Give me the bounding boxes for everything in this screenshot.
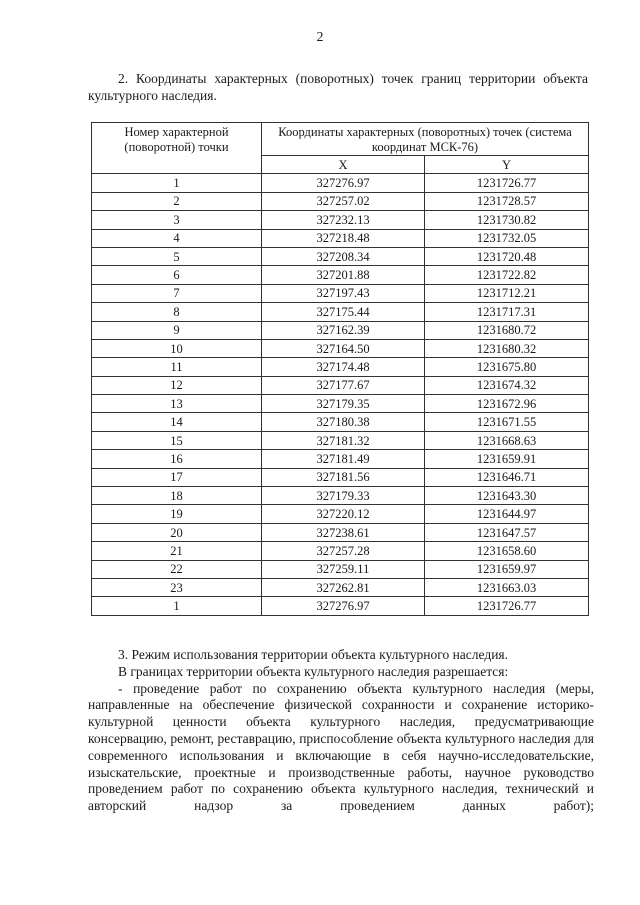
- header-coordinates: Координаты характерных (поворотных) точек (система координат МСК-76): [262, 123, 589, 156]
- cell-x: 327181.56: [262, 468, 425, 486]
- cell-point-number: 12: [92, 376, 262, 394]
- cell-x: 327180.38: [262, 413, 425, 431]
- table-row: [92, 339, 589, 357]
- cell-y: 1231680.32: [425, 339, 589, 357]
- cell-point-number: 23: [92, 578, 262, 596]
- table-row: [92, 560, 589, 578]
- cell-y: 1231720.48: [425, 247, 589, 265]
- table-body: [92, 174, 589, 615]
- cell-point-number: 2: [92, 192, 262, 210]
- cell-point-number: 1: [92, 597, 262, 615]
- header-point-number: Номер характерной (поворотной) точки: [92, 123, 262, 174]
- cell-point-number: 11: [92, 358, 262, 376]
- table-row: [92, 542, 589, 560]
- section-3: [88, 647, 594, 815]
- table-row: [92, 284, 589, 302]
- cell-x: 327181.49: [262, 450, 425, 468]
- cell-y: 1231717.31: [425, 303, 589, 321]
- cell-x: 327257.28: [262, 542, 425, 560]
- section-3-title: 3. Режим использования территории объекта культурного наследия.: [118, 647, 509, 662]
- table-row: [92, 450, 589, 468]
- table-row: [92, 247, 589, 265]
- table-row: [92, 413, 589, 431]
- cell-point-number: 3: [92, 211, 262, 229]
- cell-y: 1231726.77: [425, 174, 589, 192]
- cell-x: 327218.48: [262, 229, 425, 247]
- cell-point-number: 15: [92, 431, 262, 449]
- cell-point-number: 16: [92, 450, 262, 468]
- cell-point-number: 14: [92, 413, 262, 431]
- table-header: [92, 123, 589, 174]
- cell-point-number: 22: [92, 560, 262, 578]
- table-row: [92, 321, 589, 339]
- cell-x: 327232.13: [262, 211, 425, 229]
- header-y: Y: [425, 156, 589, 174]
- cell-point-number: 13: [92, 395, 262, 413]
- cell-point-number: 20: [92, 523, 262, 541]
- cell-point-number: 18: [92, 487, 262, 505]
- section-2-title: 2. Координаты характерных (поворотных) точек границ территории объекта культурного наследия.: [88, 71, 588, 103]
- cell-point-number: 9: [92, 321, 262, 339]
- cell-x: 327257.02: [262, 192, 425, 210]
- table-row: [92, 487, 589, 505]
- table-row: [92, 192, 589, 210]
- table-row: [92, 597, 589, 615]
- cell-y: 1231726.77: [425, 597, 589, 615]
- table-row: [92, 174, 589, 192]
- cell-x: 327276.97: [262, 174, 425, 192]
- cell-x: 327197.43: [262, 284, 425, 302]
- cell-y: 1231646.71: [425, 468, 589, 486]
- cell-y: 1231722.82: [425, 266, 589, 284]
- cell-x: 327174.48: [262, 358, 425, 376]
- table-row: [92, 376, 589, 394]
- header-x: X: [262, 156, 425, 174]
- cell-y: 1231732.05: [425, 229, 589, 247]
- cell-x: 327175.44: [262, 303, 425, 321]
- section-3-item-1: - проведение работ по сохранению объекта культурного наследия (меры, направленные на обеспечение физической сохранности и сохранение историко-культурной ценности объекта культурного наследия, предусматривающие консервацию, ремонт, реставрацию, приспособление объекта культурного наследия для современного использования и включающие в себя научно-исследовательские, изыскательские, проектные и производственные работы, научное руководство проведением работ по сохранению объекта культурного наследия, технический и авторский надзор за проведением данных работ);: [88, 680, 594, 814]
- table-row: [92, 395, 589, 413]
- table-row: [92, 523, 589, 541]
- cell-y: 1231643.30: [425, 487, 589, 505]
- cell-x: 327201.88: [262, 266, 425, 284]
- cell-y: 1231663.03: [425, 578, 589, 596]
- cell-x: 327208.34: [262, 247, 425, 265]
- cell-x: 327181.32: [262, 431, 425, 449]
- cell-y: 1231675.80: [425, 358, 589, 376]
- cell-x: 327220.12: [262, 505, 425, 523]
- cell-x: 327276.97: [262, 597, 425, 615]
- table-row: [92, 578, 589, 596]
- cell-y: 1231671.55: [425, 413, 589, 431]
- cell-y: 1231644.97: [425, 505, 589, 523]
- cell-y: 1231672.96: [425, 395, 589, 413]
- cell-x: 327179.35: [262, 395, 425, 413]
- cell-point-number: 19: [92, 505, 262, 523]
- cell-point-number: 17: [92, 468, 262, 486]
- cell-y: 1231680.72: [425, 321, 589, 339]
- table-row: [92, 211, 589, 229]
- coordinates-table: [91, 122, 589, 616]
- cell-x: 327164.50: [262, 339, 425, 357]
- cell-y: 1231728.57: [425, 192, 589, 210]
- cell-y: 1231659.97: [425, 560, 589, 578]
- cell-point-number: 1: [92, 174, 262, 192]
- cell-y: 1231658.60: [425, 542, 589, 560]
- cell-x: 327162.39: [262, 321, 425, 339]
- cell-point-number: 8: [92, 303, 262, 321]
- cell-x: 327179.33: [262, 487, 425, 505]
- cell-y: 1231668.63: [425, 431, 589, 449]
- cell-y: 1231712.21: [425, 284, 589, 302]
- cell-point-number: 10: [92, 339, 262, 357]
- table-row: [92, 468, 589, 486]
- section-3-intro: В границах территории объекта культурного наследия разрешается:: [118, 663, 509, 679]
- cell-point-number: 5: [92, 247, 262, 265]
- table-row: [92, 358, 589, 376]
- cell-y: 1231730.82: [425, 211, 589, 229]
- cell-y: 1231647.57: [425, 523, 589, 541]
- table-row: [92, 229, 589, 247]
- table-row: [92, 303, 589, 321]
- cell-x: 327177.67: [262, 376, 425, 394]
- cell-y: 1231659.91: [425, 450, 589, 468]
- cell-y: 1231674.32: [425, 376, 589, 394]
- cell-x: 327238.61: [262, 523, 425, 541]
- table-row: [92, 505, 589, 523]
- cell-point-number: 7: [92, 284, 262, 302]
- cell-x: 327259.11: [262, 560, 425, 578]
- table-row: [92, 266, 589, 284]
- table-row: [92, 431, 589, 449]
- cell-point-number: 4: [92, 229, 262, 247]
- cell-x: 327262.81: [262, 578, 425, 596]
- page-number: 2: [316, 30, 324, 45]
- cell-point-number: 21: [92, 542, 262, 560]
- cell-point-number: 6: [92, 266, 262, 284]
